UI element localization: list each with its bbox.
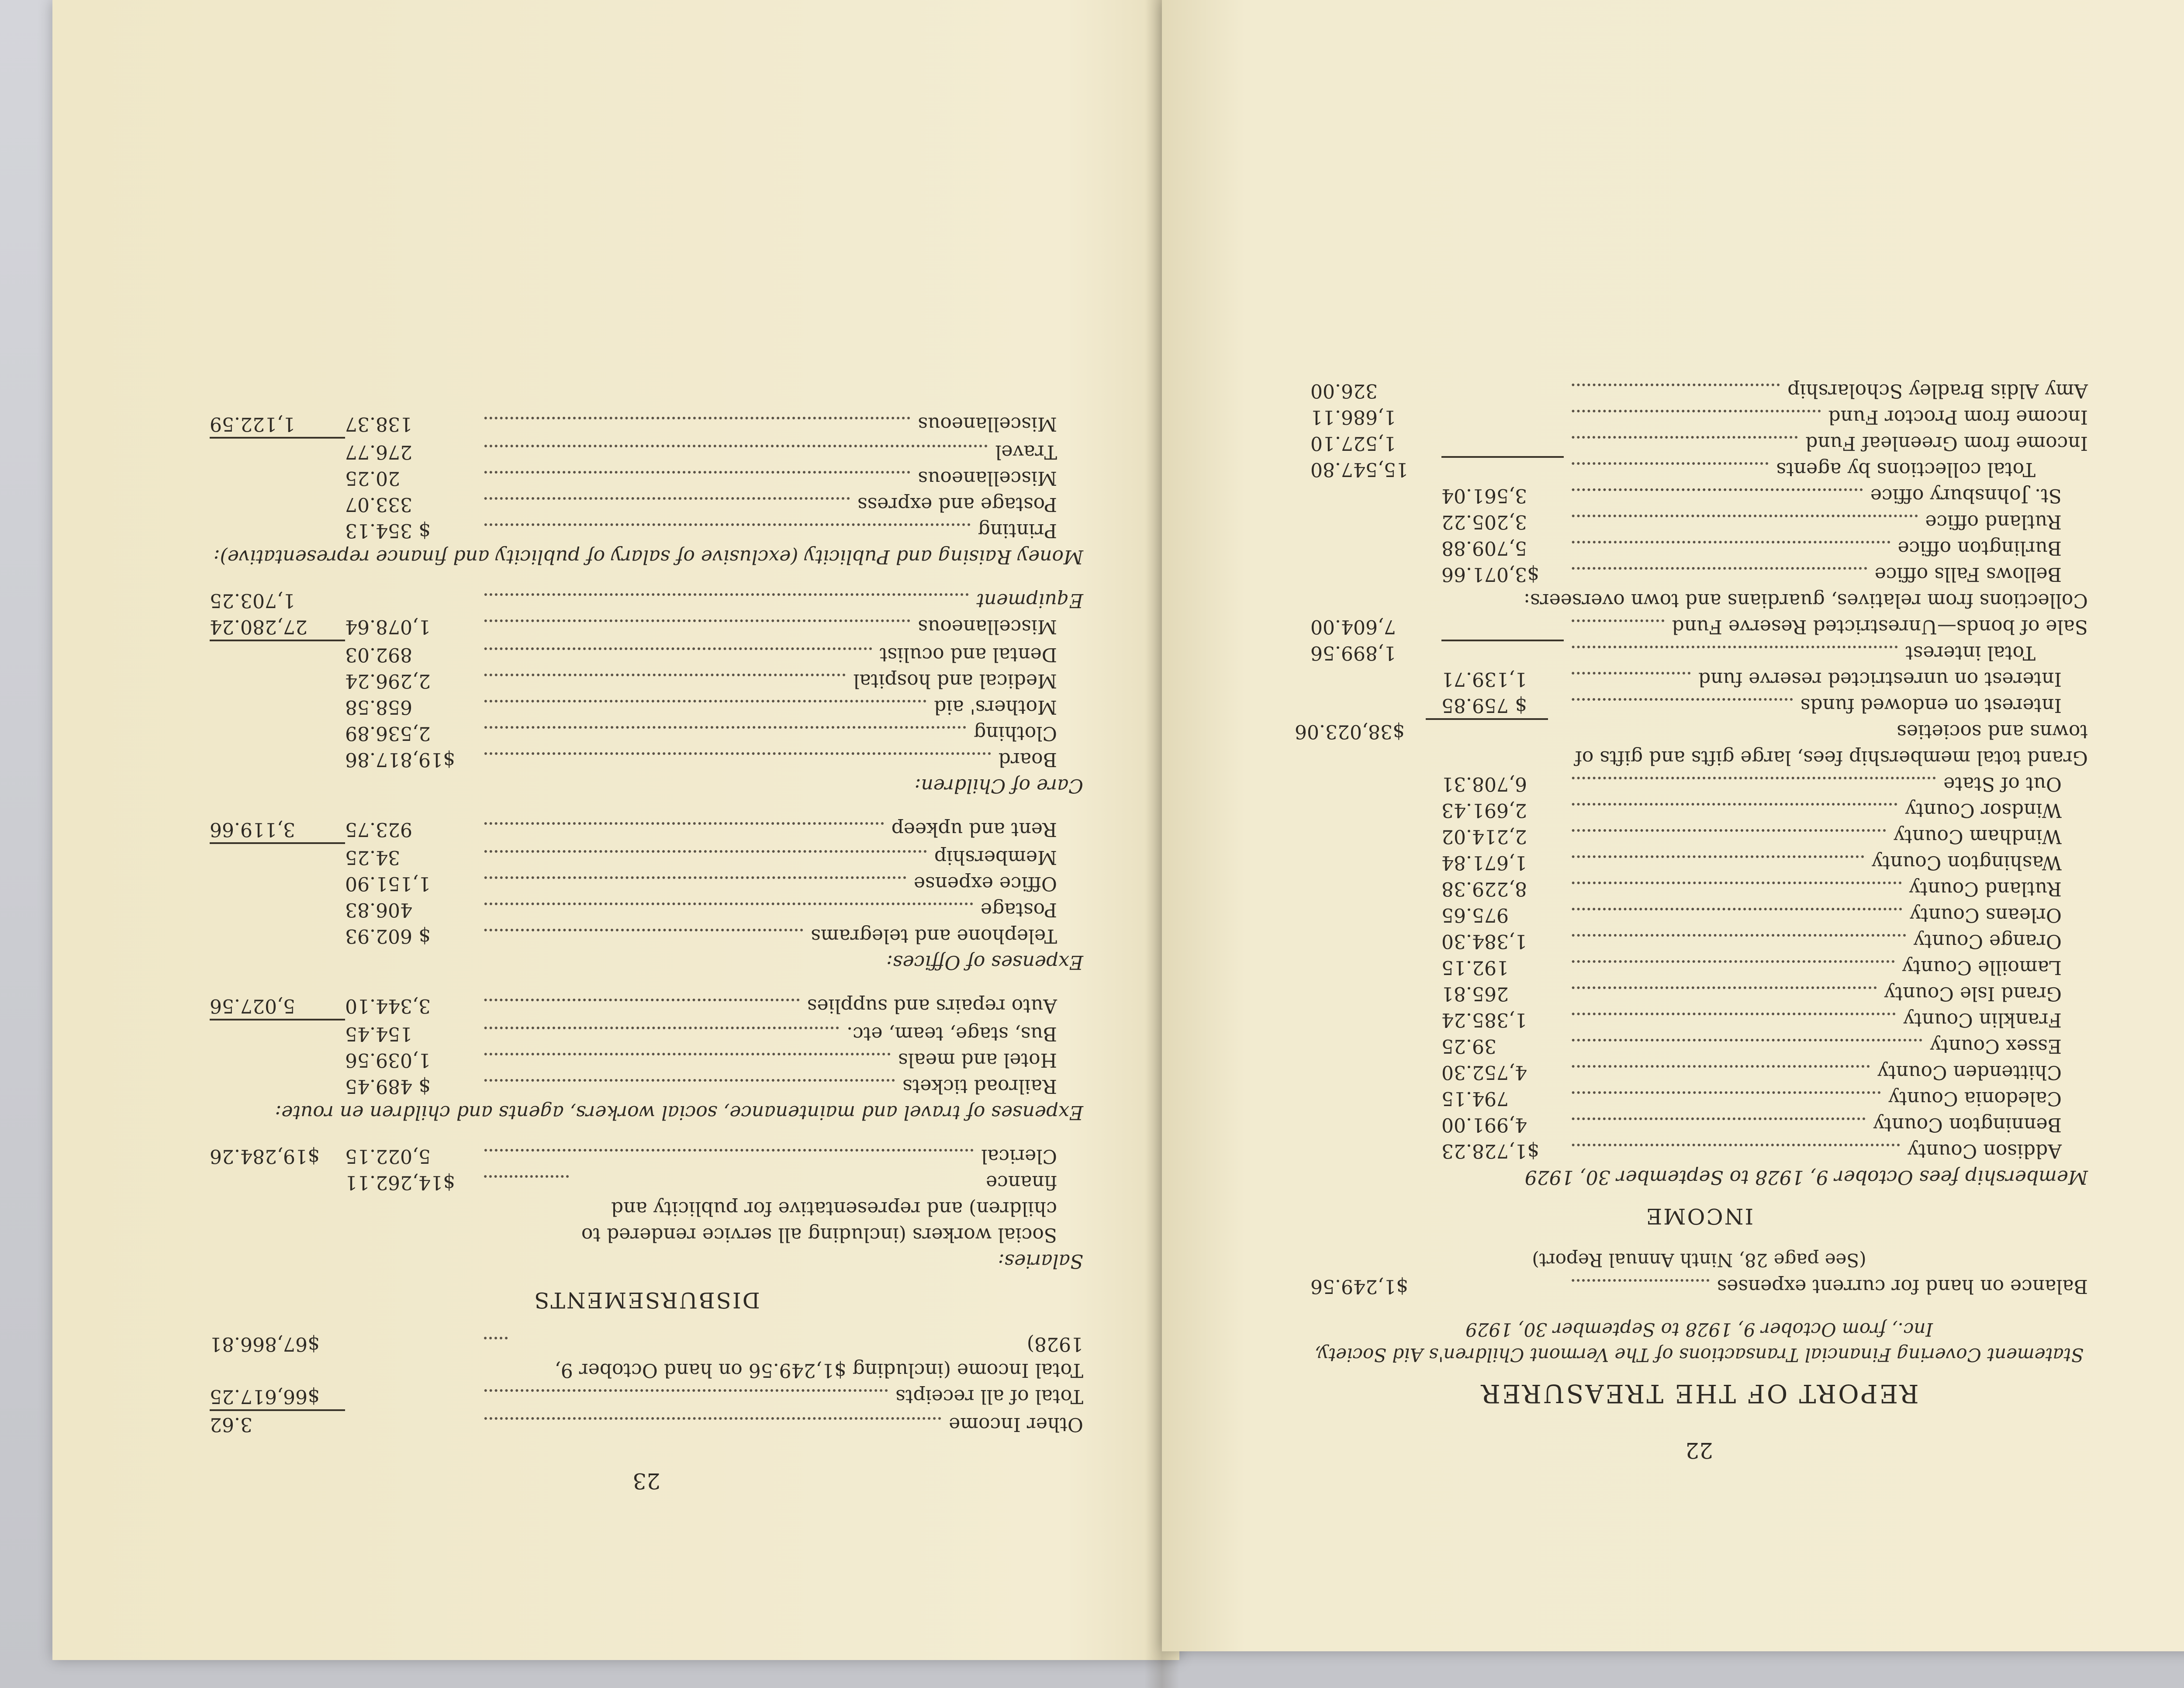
offices-row-3: Office expense 1,151.90: [345, 872, 1057, 895]
money-row-5: Miscellaneous 138.37 1,122.59: [210, 411, 1083, 439]
travel-heading: Expenses of travel and maintenance, social workers, agents and children en route:: [275, 1101, 1083, 1124]
collections-row-3: Rutland office 3,205.22: [1441, 511, 2062, 533]
grand-total-row: Grand total membership fees, large gifts and gifts of towns and societies $38,023.06: [1310, 718, 2088, 771]
collections-row-4: St. Johnsbury office 3,561.04: [1441, 484, 2062, 507]
collections-heading: Collections from relatives, guardians and town overseers:: [1524, 589, 2088, 612]
care-row-1: Board $19,817.86: [345, 748, 1057, 771]
offices-row-4: Membership 34.25: [345, 846, 1057, 868]
interest-row-1: Interest on endowed funds $ 759.85: [1441, 694, 2062, 716]
other-income-row: Other Income 3.62: [210, 1413, 1083, 1435]
bradley-row: Amy Aldis Bradley Scholarship 326.00: [1310, 380, 2088, 402]
county-row-1: Addison County $1,728.23: [1441, 1140, 2062, 1162]
collections-row-2: Burlington office 5,709.88: [1441, 537, 2062, 559]
travel-row-1: Railroad tickets $ 489.45: [345, 1075, 1057, 1097]
proctor-row: Income from Proctor Fund 1,686.11: [1310, 406, 2088, 428]
county-row-5: Essex County 39.25: [1441, 1035, 2062, 1057]
travel-row-3: Bus, stage, team, etc. 154.45: [345, 1023, 1057, 1045]
county-row-13: Windham County 2,214.02: [1441, 825, 2062, 847]
care-heading: Care of Children:: [914, 775, 1083, 797]
income-heading: INCOME: [1645, 1204, 1754, 1229]
care-row-2: Clothing 2,536.89: [345, 722, 1057, 744]
travel-row-2: Hotel and meals 1,039.56: [345, 1049, 1057, 1071]
salaries-heading: Salaries:: [998, 1250, 1083, 1272]
county-row-12: Washington County 1,671.84: [1441, 851, 2062, 874]
offices-row-5: Rent and upkeep 923.75 3,119.66: [210, 816, 1083, 844]
county-row-7: Grand Isle County 265.81: [1441, 982, 2062, 1005]
clerical-row: Clerical 5,022.15 $19,284.26: [210, 1145, 1057, 1167]
county-row-11: Rutland County 8,229.38: [1441, 878, 2062, 900]
right-page: [1162, 0, 2184, 1651]
balance-note: (See page 28, Ninth Annual Report): [1532, 1249, 1866, 1271]
county-row-3: Caledonia County 794.15: [1441, 1087, 2062, 1110]
county-row-14: Windsor County 2,691.43: [1441, 799, 2062, 821]
county-row-4: Chittenden County 4,752.30: [1441, 1061, 2062, 1083]
care-row-6: Miscellaneous 1,078.64 27,280.24: [210, 613, 1083, 641]
county-row-9: Orange County 1,384.30: [1441, 930, 2062, 952]
disbursements-heading: DISBURSEMENTS: [533, 1287, 760, 1313]
offices-row-1: Telephone and telegrams $ 602.93: [345, 925, 1057, 947]
interest-row-2: Interest on unrestricted reserve fund 1,139.71: [1441, 668, 2062, 690]
social-workers-row: Social workers (including all service rendered to children) and representative for publicity and finance $14,262.11: [345, 1171, 1057, 1246]
report-subtitle: Statement Covering Financial Transactions of The Vermont Children's Aid Society, Inc., from October 9, 1928 to September 30, 1929: [1314, 1319, 2084, 1366]
county-row-6: Franklin County 1,385.24: [1441, 1009, 2062, 1031]
money-row-4: Travel 276.77: [345, 441, 1057, 463]
money-row-3: Miscellaneous 20.25: [345, 467, 1057, 489]
care-row-3: Mothers' aid 658.58: [345, 696, 1057, 718]
page-number-22: 22: [1685, 1438, 1713, 1463]
total-income-row: Total Income (including $1,249.56 on hand October 9, 1928) $67,866.81: [210, 1333, 1083, 1381]
balance-row: Balance on hand for current expenses $1,249.56: [1310, 1275, 2088, 1297]
collections-row-1: Bellows Falls office $3,071.66: [1441, 563, 2062, 585]
care-row-5: Dental and oculist 892.03: [345, 643, 1057, 666]
sale-bonds-row: Sale of bonds—Unrestricted Reserve Fund 7,604.00: [1310, 616, 2088, 638]
greenleaf-row: Income from Greenleaf Fund 1,527.10: [1310, 432, 2088, 454]
county-row-2: Bennington County 4,991.00: [1441, 1114, 2062, 1136]
offices-heading: Expenses of Offices:: [886, 951, 1083, 973]
page-number-23: 23: [632, 1468, 660, 1494]
equipment-row: Equipment 1,703.25: [210, 589, 1083, 612]
county-row-8: Lamoille County 192.15: [1441, 956, 2062, 979]
left-page: [52, 0, 1179, 1660]
offices-row-2: Postage 406.83: [345, 899, 1057, 921]
county-row-10: Orleans County 975.65: [1441, 904, 2062, 926]
total-collections-row: Total collections by agents 15,547.80: [1310, 456, 2088, 482]
money-raising-heading: Money Raising and Publicity (exclusive of salary of publicity and finance representative):: [213, 546, 1083, 568]
right-page-content: [1295, 157, 2088, 1468]
left-page-content: [210, 166, 1083, 1498]
money-row-1: Printing $ 354.13: [345, 519, 1057, 542]
county-row-15: Out of State 6,708.31: [1441, 773, 2062, 795]
care-row-4: Medical and hospital 2,296.24: [345, 670, 1057, 692]
total-receipts-row: Total of all receipts $66,617.25: [210, 1383, 1083, 1411]
travel-row-4: Auto repairs and supplies 3,344.10 5,027.56: [210, 993, 1083, 1020]
membership-heading: Membership fees October 9, 1928 to September 30, 1929: [1524, 1166, 2088, 1188]
money-row-2: Postage and express 333.07: [345, 493, 1057, 515]
report-title: REPORT OF THE TREASURER: [1479, 1379, 1919, 1408]
total-interest-row: Total interest 1,899.56: [1310, 640, 2088, 666]
